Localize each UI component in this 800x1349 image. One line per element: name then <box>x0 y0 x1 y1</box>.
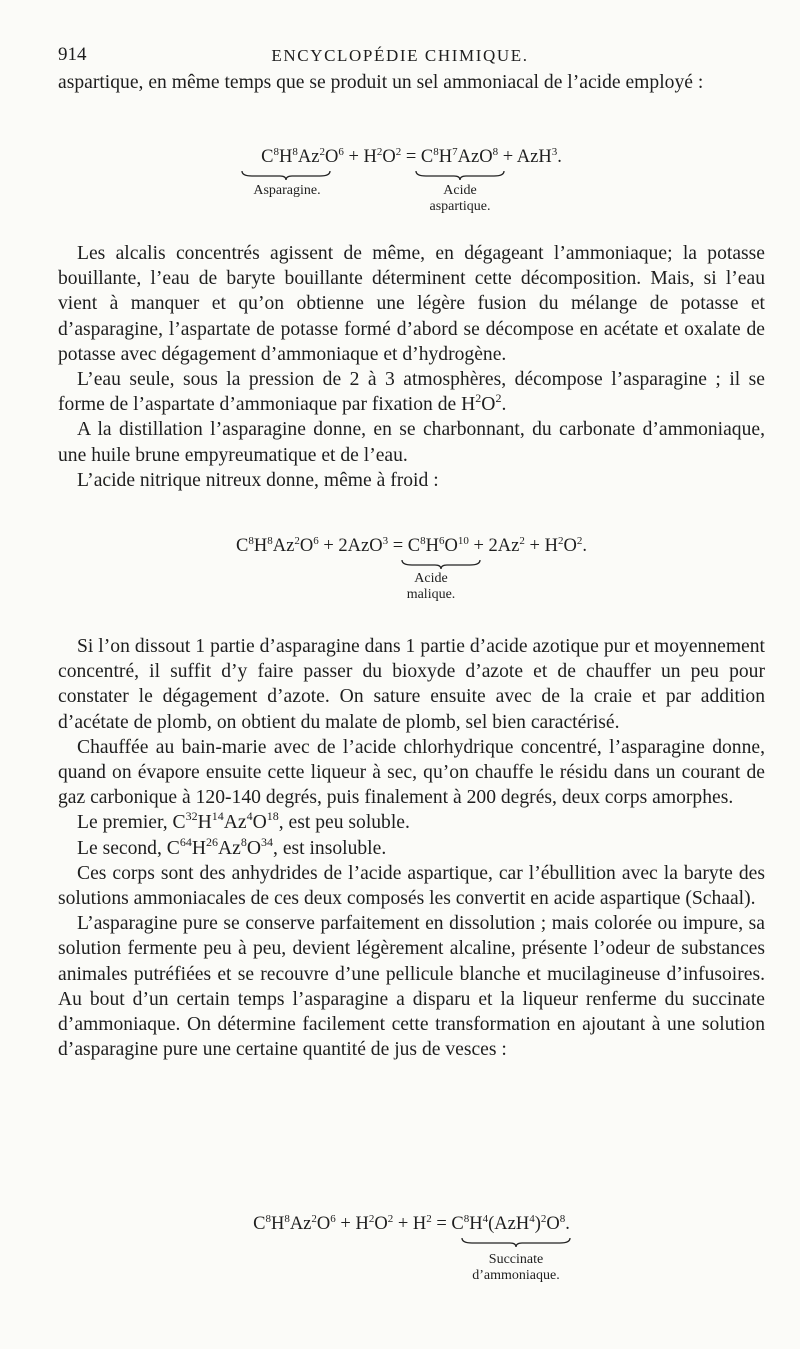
paragraph-1: aspartique, en même temps que se produit un sel ammoniacal de l’acide employé : <box>58 72 704 93</box>
brace-acide-aspartique <box>414 169 506 181</box>
paragraph-6: Si l’on dissout 1 partie d’asparagine dans 1 partie d’acide azotique pur et moyennement concentré, il suffit d’y faire passer du bioxyde d’azote et de chauffer un peu pour constater le dégagement d’azote. On sature ensuite avec de la craie et par addition d’acétate de plomb, on obtient du malate de plomb, sel bien caractérisé. <box>58 636 765 733</box>
label-aspartique: aspartique. <box>429 199 491 214</box>
brace-asparagine <box>240 169 332 181</box>
paragraph-4: A la distillation l’asparagine donne, en se charbonnant, du carbonate d’ammoniaque, une huile brune empyreumatique et de l’eau. <box>58 419 765 466</box>
brace-succinate <box>460 1236 572 1248</box>
equation-2: $C^8H^8Az^2O^6 + 2AzO^3 = C^8H^6O^{10} + 2Az^2 + H^2O^2$. <box>236 535 587 556</box>
paragraph-7: Chauffée au bain-marie avec de l’acide chlorhydrique concentré, l’asparagine donne, quand on évapore ensuite cette liqueur à sec, qu’on chauffe le résidu dans un courant de gaz carbonique à 120-140 degrés, puis finalement à 200 degrés, deux corps amorphes. <box>58 736 765 809</box>
running-title: ENCYCLOPÉDIE CHIMIQUE. <box>271 46 529 65</box>
label-malique: malique. <box>406 587 456 602</box>
equation-3: $C^8H^8Az^2O^6 + H^2O^2 + H^2 = C^8H^4(AzH^4)^2O^8$. <box>253 1213 570 1234</box>
page-number: 914 <box>58 44 87 65</box>
equation-1: $C^8H^8Az^2O^6 + H^2O^2 = C^8H^7AzO^8 + AzH^3$. <box>261 146 562 167</box>
label-succinate: Succinate <box>488 1252 544 1267</box>
paragraph-3: L’eau seule, sous la pression de 2 à 3 atmosphères, décompose l’asparagine ; il se forme de l’aspartate d’ammoniaque par fixation de $H^2O^2$. <box>58 369 765 416</box>
paragraph-10: Ces corps sont des anhydrides de l’acide aspartique, car l’ébullition avec la baryte des solutions ammoniacales de ces deux composés les convertit en acide aspartique (Schaal). <box>58 862 765 910</box>
brace-acide-malique <box>400 558 482 570</box>
paragraph-9: Le second, $C^{64}H^{26}Az^8O^{34}$, est insoluble. <box>77 834 387 859</box>
paragraph-5: L’acide nitrique nitreux donne, même à froid : <box>77 469 439 491</box>
paragraph-11: L’asparagine pure se conserve parfaitement en dissolution ; mais colorée ou impure, sa solution fermente peu à peu, devient légèrement alcaline, présente l’odeur de substances animales putréfiées et se recouvre d’une pellicule blanche et mucilagineuse d’infusoires. Au bout d’un certain temps l’asparagine a disparu et la liqueur renferme du succinate d’ammoniaque. On détermine facilement cette transformation en ajoutant à une solution d’asparagine pure une certaine quantité de jus de vesces : <box>58 913 765 1061</box>
paragraph-8: Le premier, $C^{32}H^{14}Az^4O^{18}$, est peu soluble. <box>77 809 410 834</box>
label-acide-2: Acide <box>414 571 448 586</box>
label-asparagine: Asparagine. <box>253 183 321 198</box>
paragraph-2: Les alcalis concentrés agissent de même, en dégageant l’ammoniaque; la potasse bouillante, l’eau de baryte bouillante déterminent cette décomposition. Mais, si l’eau vient à manquer et qu’on obtienne une légère fusion du mélange de potasse et d’asparagine, l’aspartate de potasse formé d’abord se décompose en acétate et oxalate de potasse avec dégagement d’ammoniaque et d’hydrogène. L’eau seule, sous la pression de 2 à 3 atmosphères, décompose l’asparagine ; il se forme de l’aspartate d’ammoniaque par fixation de $H^2O^2$. A la distillation l’asparagine donne, en se charbonnant, du carbonate d’ammoniaque, une huile brune empyreumatique et de l’eau. L’acide nitrique nitreux donne, même à froid : <box>58 241 765 493</box>
label-ammoniaque: d’ammoniaque. <box>472 1268 560 1283</box>
label-acide: Acide <box>443 183 477 198</box>
paragraph-6-11 <box>58 634 765 1062</box>
